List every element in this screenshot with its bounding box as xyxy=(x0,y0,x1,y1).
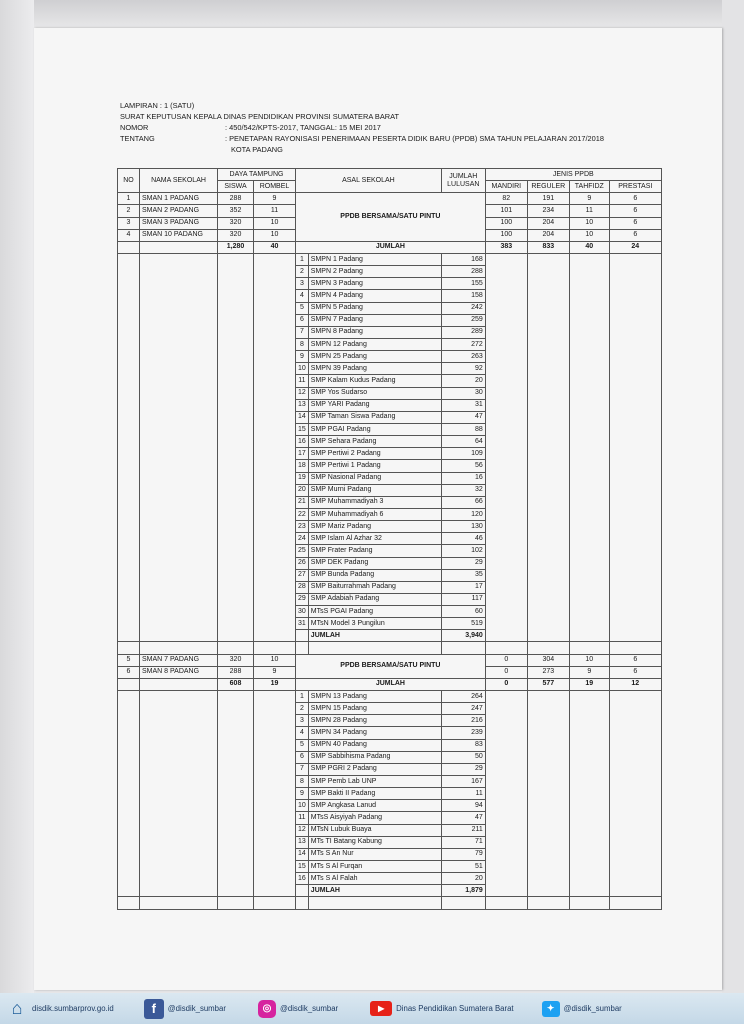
asal-row xyxy=(118,751,662,763)
footer-website[interactable]: ⌂ disdik.sumbarprov.go.id xyxy=(6,998,114,1019)
col-daya: DAYA TAMPUNG xyxy=(218,169,296,181)
asal-no: 13 xyxy=(296,836,309,848)
scan-top-edge xyxy=(0,0,744,30)
school-name: SMAN 3 PADANG xyxy=(140,217,218,229)
asal-lulusan: 168 xyxy=(441,253,485,265)
school-name: SMAN 8 PADANG xyxy=(140,666,218,678)
asal-lulusan: 155 xyxy=(441,278,485,290)
lampiran-line: LAMPIRAN : 1 (SATU) xyxy=(120,101,195,110)
asal-lulusan: 20 xyxy=(441,873,485,885)
asal-row xyxy=(118,727,662,739)
asal-name: SMPN 15 Padang xyxy=(308,703,441,715)
asal-lulusan: 263 xyxy=(441,351,485,363)
asal-row xyxy=(118,812,662,824)
asal-name: SMP Murni Padang xyxy=(308,484,441,496)
footer-facebook[interactable]: f @disdik_sumbar xyxy=(144,999,226,1019)
asal-lulusan: 239 xyxy=(441,727,485,739)
school-siswa: 320 xyxy=(218,229,254,241)
school-tahfidz: 11 xyxy=(569,205,609,217)
asal-row xyxy=(118,715,662,727)
asal-lulusan: 288 xyxy=(441,266,485,278)
col-asal: ASAL SEKOLAH xyxy=(296,169,442,193)
asal-lulusan: 56 xyxy=(441,460,485,472)
asal-row xyxy=(118,387,662,399)
total-siswa: 1,280 xyxy=(218,241,254,253)
asal-no: 1 xyxy=(296,253,309,265)
asal-lulusan: 46 xyxy=(441,533,485,545)
asal-row xyxy=(118,448,662,460)
asal-lulusan: 272 xyxy=(441,338,485,350)
col-siswa: SISWA xyxy=(218,181,254,193)
asal-row xyxy=(118,363,662,375)
asal-no: 12 xyxy=(296,387,309,399)
asal-lulusan: 120 xyxy=(441,508,485,520)
ppdb-label: PPDB BERSAMA/SATU PINTU xyxy=(296,193,486,242)
asal-name: SMP Angkasa Lanud xyxy=(308,800,441,812)
col-jenis: JENIS PPDB xyxy=(485,169,661,181)
asal-name: SMP Pertiwi 1 Padang xyxy=(308,460,441,472)
asal-no: 3 xyxy=(296,278,309,290)
asal-row xyxy=(118,873,662,885)
total-reguler: 577 xyxy=(527,678,569,690)
school-prestasi: 6 xyxy=(609,229,661,241)
asal-name: SMPN 8 Padang xyxy=(308,326,441,338)
total-label: JUMLAH xyxy=(296,241,486,253)
ppdb-label: PPDB BERSAMA/SATU PINTU xyxy=(296,654,486,678)
col-lulusan: JUMLAH LULUSAN xyxy=(441,169,485,193)
asal-row xyxy=(118,739,662,751)
asal-lulusan: 20 xyxy=(441,375,485,387)
asal-no: 12 xyxy=(296,824,309,836)
asal-name: SMPN 25 Padang xyxy=(308,351,441,363)
school-no: 5 xyxy=(118,654,140,666)
asal-no: 8 xyxy=(296,776,309,788)
asal-row xyxy=(118,836,662,848)
asal-row xyxy=(118,338,662,350)
asal-row xyxy=(118,618,662,630)
asal-row xyxy=(118,691,662,703)
asal-no: 1 xyxy=(296,691,309,703)
school-prestasi: 6 xyxy=(609,217,661,229)
tentang-line-2: KOTA PADANG xyxy=(231,145,283,154)
asal-row xyxy=(118,800,662,812)
school-reguler: 204 xyxy=(527,229,569,241)
asal-no: 27 xyxy=(296,569,309,581)
asal-name: SMPN 7 Padang xyxy=(308,314,441,326)
school-reguler: 304 xyxy=(527,654,569,666)
asal-no: 8 xyxy=(296,338,309,350)
asal-lulusan: 16 xyxy=(441,472,485,484)
asal-no: 2 xyxy=(296,266,309,278)
asal-row xyxy=(118,472,662,484)
asal-row xyxy=(118,253,662,265)
asal-total-row xyxy=(118,885,662,897)
asal-row xyxy=(118,521,662,533)
asal-total-label: JUMLAH xyxy=(308,630,441,642)
asal-lulusan: 264 xyxy=(441,691,485,703)
asal-lulusan: 247 xyxy=(441,703,485,715)
asal-row xyxy=(118,484,662,496)
school-name: SMAN 7 PADANG xyxy=(140,654,218,666)
asal-no: 29 xyxy=(296,593,309,605)
school-mandiri: 82 xyxy=(485,193,527,205)
school-rombel: 9 xyxy=(254,666,296,678)
col-nama: NAMA SEKOLAH xyxy=(140,169,218,193)
asal-lulusan: 88 xyxy=(441,423,485,435)
col-rombel: ROMBEL xyxy=(254,181,296,193)
school-siswa: 352 xyxy=(218,205,254,217)
asal-row xyxy=(118,302,662,314)
asal-name: SMPN 12 Padang xyxy=(308,338,441,350)
school-prestasi: 6 xyxy=(609,654,661,666)
asal-row xyxy=(118,848,662,860)
asal-name: SMPN 40 Padang xyxy=(308,739,441,751)
asal-no: 9 xyxy=(296,351,309,363)
asal-name: SMP Nasional Padang xyxy=(308,472,441,484)
asal-total-row xyxy=(118,630,662,642)
asal-name: SMP DEK Padang xyxy=(308,557,441,569)
asal-no: 15 xyxy=(296,861,309,873)
school-mandiri: 0 xyxy=(485,654,527,666)
asal-name: SMPN 2 Padang xyxy=(308,266,441,278)
asal-row xyxy=(118,776,662,788)
asal-name: SMP Pertiwi 2 Padang xyxy=(308,448,441,460)
scan-right-edge xyxy=(722,0,744,1000)
asal-no: 25 xyxy=(296,545,309,557)
asal-no: 22 xyxy=(296,508,309,520)
asal-lulusan: 242 xyxy=(441,302,485,314)
asal-row xyxy=(118,861,662,873)
asal-total-value: 3,940 xyxy=(441,630,485,642)
home-icon: ⌂ xyxy=(11,998,23,1018)
asal-row xyxy=(118,703,662,715)
school-siswa: 320 xyxy=(218,217,254,229)
footer-bar xyxy=(0,993,744,1024)
asal-lulusan: 64 xyxy=(441,436,485,448)
asal-lulusan: 66 xyxy=(441,496,485,508)
asal-no: 30 xyxy=(296,606,309,618)
asal-no: 15 xyxy=(296,423,309,435)
asal-name: SMP Mariz Padang xyxy=(308,521,441,533)
asal-lulusan: 94 xyxy=(441,800,485,812)
asal-name: SMP YARI Padang xyxy=(308,399,441,411)
asal-row xyxy=(118,399,662,411)
asal-no: 21 xyxy=(296,496,309,508)
asal-name: SMP Taman Siswa Padang xyxy=(308,411,441,423)
asal-lulusan: 47 xyxy=(441,411,485,423)
asal-no: 3 xyxy=(296,715,309,727)
asal-row xyxy=(118,545,662,557)
asal-no: 11 xyxy=(296,812,309,824)
asal-name: MTsN Model 3 Pungilun xyxy=(308,618,441,630)
school-siswa: 320 xyxy=(218,654,254,666)
school-reguler: 191 xyxy=(527,193,569,205)
school-name: SMAN 2 PADANG xyxy=(140,205,218,217)
asal-no: 16 xyxy=(296,873,309,885)
tentang-line: TENTANG : PENETAPAN RAYONISASI PENERIMAAN PESERTA DIDIK BARU (PPDB) SMA TAHUN PELAJARAN 2017/2018 xyxy=(120,134,604,143)
asal-lulusan: 259 xyxy=(441,314,485,326)
asal-name: SMPN 28 Padang xyxy=(308,715,441,727)
asal-lulusan: 30 xyxy=(441,387,485,399)
school-mandiri: 101 xyxy=(485,205,527,217)
asal-row xyxy=(118,824,662,836)
asal-lulusan: 92 xyxy=(441,363,485,375)
rayonisasi-table xyxy=(117,168,662,910)
school-total-row xyxy=(118,241,662,253)
scan-left-edge xyxy=(0,0,34,1000)
asal-name: SMPN 34 Padang xyxy=(308,727,441,739)
asal-lulusan: 71 xyxy=(441,836,485,848)
asal-name: SMP PGRI 2 Padang xyxy=(308,763,441,775)
surat-line: SURAT KEPUTUSAN KEPALA DINAS PENDIDIKAN PROVINSI SUMATERA BARAT xyxy=(120,112,399,121)
total-prestasi: 12 xyxy=(609,678,661,690)
school-reguler: 204 xyxy=(527,217,569,229)
school-row xyxy=(118,193,662,205)
asal-row xyxy=(118,557,662,569)
asal-total-value: 1,879 xyxy=(441,885,485,897)
asal-no: 31 xyxy=(296,618,309,630)
asal-no: 7 xyxy=(296,326,309,338)
asal-no: 26 xyxy=(296,557,309,569)
asal-no: 14 xyxy=(296,848,309,860)
asal-lulusan: 29 xyxy=(441,763,485,775)
asal-lulusan: 31 xyxy=(441,399,485,411)
asal-name: SMP PGAI Padang xyxy=(308,423,441,435)
asal-row xyxy=(118,423,662,435)
school-prestasi: 6 xyxy=(609,205,661,217)
asal-name: SMP Islam Al Azhar 32 xyxy=(308,533,441,545)
asal-lulusan: 17 xyxy=(441,581,485,593)
asal-lulusan: 11 xyxy=(441,788,485,800)
school-reguler: 273 xyxy=(527,666,569,678)
asal-no: 2 xyxy=(296,703,309,715)
asal-lulusan: 216 xyxy=(441,715,485,727)
asal-row xyxy=(118,436,662,448)
asal-name: SMP Frater Padang xyxy=(308,545,441,557)
total-siswa: 608 xyxy=(218,678,254,690)
asal-name: SMP Yos Sudarso xyxy=(308,387,441,399)
asal-lulusan: 35 xyxy=(441,569,485,581)
asal-no: 24 xyxy=(296,533,309,545)
school-rombel: 11 xyxy=(254,205,296,217)
blank-row xyxy=(118,897,662,909)
school-rombel: 10 xyxy=(254,229,296,241)
school-tahfidz: 10 xyxy=(569,217,609,229)
school-mandiri: 100 xyxy=(485,217,527,229)
school-tahfidz: 9 xyxy=(569,666,609,678)
asal-row xyxy=(118,314,662,326)
asal-name: SMP Bunda Padang xyxy=(308,569,441,581)
asal-name: SMPN 13 Padang xyxy=(308,691,441,703)
total-label: JUMLAH xyxy=(296,678,486,690)
asal-no: 10 xyxy=(296,800,309,812)
school-mandiri: 100 xyxy=(485,229,527,241)
asal-row xyxy=(118,763,662,775)
asal-no: 7 xyxy=(296,763,309,775)
blank-row xyxy=(118,642,662,654)
asal-name: MTsS PGAI Padang xyxy=(308,606,441,618)
school-mandiri: 0 xyxy=(485,666,527,678)
asal-row xyxy=(118,411,662,423)
school-no: 1 xyxy=(118,193,140,205)
asal-lulusan: 102 xyxy=(441,545,485,557)
school-reguler: 234 xyxy=(527,205,569,217)
col-prestasi: PRESTASI xyxy=(609,181,661,193)
asal-no: 5 xyxy=(296,739,309,751)
asal-row xyxy=(118,278,662,290)
total-prestasi: 24 xyxy=(609,241,661,253)
school-tahfidz: 10 xyxy=(569,229,609,241)
asal-lulusan: 29 xyxy=(441,557,485,569)
asal-no: 5 xyxy=(296,302,309,314)
asal-row xyxy=(118,290,662,302)
asal-no: 23 xyxy=(296,521,309,533)
asal-name: SMPN 5 Padang xyxy=(308,302,441,314)
asal-name: SMP Muhammadiyah 3 xyxy=(308,496,441,508)
asal-name: MTsN Lubuk Buaya xyxy=(308,824,441,836)
total-rombel: 40 xyxy=(254,241,296,253)
school-no: 4 xyxy=(118,229,140,241)
asal-lulusan: 83 xyxy=(441,739,485,751)
total-rombel: 19 xyxy=(254,678,296,690)
footer-instagram[interactable]: ◎ @disdik_sumbar xyxy=(258,1000,338,1018)
asal-lulusan: 519 xyxy=(441,618,485,630)
asal-row xyxy=(118,508,662,520)
asal-lulusan: 60 xyxy=(441,606,485,618)
total-tahfidz: 40 xyxy=(569,241,609,253)
asal-lulusan: 167 xyxy=(441,776,485,788)
school-tahfidz: 9 xyxy=(569,193,609,205)
total-tahfidz: 19 xyxy=(569,678,609,690)
asal-lulusan: 289 xyxy=(441,326,485,338)
asal-lulusan: 79 xyxy=(441,848,485,860)
school-siswa: 288 xyxy=(218,193,254,205)
asal-name: SMP Kalam Kudus Padang xyxy=(308,375,441,387)
header-row-1 xyxy=(118,169,662,181)
asal-row xyxy=(118,788,662,800)
asal-row xyxy=(118,593,662,605)
school-no: 2 xyxy=(118,205,140,217)
asal-no: 6 xyxy=(296,314,309,326)
col-tahfidz: TAHFIDZ xyxy=(569,181,609,193)
asal-no: 18 xyxy=(296,460,309,472)
twitter-icon: ✦ xyxy=(542,1001,560,1017)
asal-name: SMPN 1 Padang xyxy=(308,253,441,265)
asal-lulusan: 130 xyxy=(441,521,485,533)
asal-total-label: JUMLAH xyxy=(308,885,441,897)
school-rombel: 9 xyxy=(254,193,296,205)
school-name: SMAN 10 PADANG xyxy=(140,229,218,241)
document-header xyxy=(120,100,604,155)
school-rombel: 10 xyxy=(254,654,296,666)
asal-name: SMPN 4 Padang xyxy=(308,290,441,302)
asal-no: 4 xyxy=(296,290,309,302)
asal-no: 4 xyxy=(296,727,309,739)
asal-name: SMP Sehara Padang xyxy=(308,436,441,448)
instagram-icon: ◎ xyxy=(258,1000,276,1018)
asal-lulusan: 211 xyxy=(441,824,485,836)
asal-no: 19 xyxy=(296,472,309,484)
school-prestasi: 6 xyxy=(609,666,661,678)
asal-no: 10 xyxy=(296,363,309,375)
asal-row xyxy=(118,581,662,593)
asal-row xyxy=(118,266,662,278)
asal-name: SMP Pemb Lab UNP xyxy=(308,776,441,788)
total-mandiri: 383 xyxy=(485,241,527,253)
asal-no: 17 xyxy=(296,448,309,460)
asal-lulusan: 158 xyxy=(441,290,485,302)
asal-name: MTs TI Batang Kabung xyxy=(308,836,441,848)
asal-name: MTs S Al Falah xyxy=(308,873,441,885)
asal-row xyxy=(118,460,662,472)
col-no: NO xyxy=(118,169,140,193)
asal-no: 6 xyxy=(296,751,309,763)
school-row xyxy=(118,654,662,666)
youtube-icon: ▶ xyxy=(370,1001,392,1016)
facebook-icon: f xyxy=(144,999,164,1019)
asal-no: 14 xyxy=(296,411,309,423)
school-tahfidz: 10 xyxy=(569,654,609,666)
asal-lulusan: 109 xyxy=(441,448,485,460)
asal-name: MTs S An Nur xyxy=(308,848,441,860)
asal-row xyxy=(118,375,662,387)
asal-name: SMP Bakti II Padang xyxy=(308,788,441,800)
asal-no: 13 xyxy=(296,399,309,411)
school-siswa: 288 xyxy=(218,666,254,678)
asal-lulusan: 50 xyxy=(441,751,485,763)
col-mandiri: MANDIRI xyxy=(485,181,527,193)
total-reguler: 833 xyxy=(527,241,569,253)
asal-row xyxy=(118,351,662,363)
col-reguler: REGULER xyxy=(527,181,569,193)
total-mandiri: 0 xyxy=(485,678,527,690)
school-no: 3 xyxy=(118,217,140,229)
asal-no: 20 xyxy=(296,484,309,496)
asal-name: MTs S Al Furqan xyxy=(308,861,441,873)
asal-name: SMP Muhammadiyah 6 xyxy=(308,508,441,520)
school-rombel: 10 xyxy=(254,217,296,229)
footer-youtube[interactable]: ▶ Dinas Pendidikan Sumatera Barat xyxy=(370,1001,513,1016)
asal-name: SMP Adabiah Padang xyxy=(308,593,441,605)
asal-no: 9 xyxy=(296,788,309,800)
asal-lulusan: 117 xyxy=(441,593,485,605)
asal-row xyxy=(118,496,662,508)
asal-lulusan: 32 xyxy=(441,484,485,496)
school-no: 6 xyxy=(118,666,140,678)
asal-row xyxy=(118,606,662,618)
school-name: SMAN 1 PADANG xyxy=(140,193,218,205)
asal-row xyxy=(118,533,662,545)
asal-row xyxy=(118,326,662,338)
asal-name: MTsS Aisyiyah Padang xyxy=(308,812,441,824)
asal-row xyxy=(118,569,662,581)
school-prestasi: 6 xyxy=(609,193,661,205)
asal-name: SMP Sabbihisma Padang xyxy=(308,751,441,763)
asal-lulusan: 47 xyxy=(441,812,485,824)
footer-twitter[interactable]: ✦ @disdik_sumbar xyxy=(542,1001,622,1017)
asal-no: 16 xyxy=(296,436,309,448)
school-total-row xyxy=(118,678,662,690)
asal-name: SMP Baiturrahmah Padang xyxy=(308,581,441,593)
nomor-line: NOMOR : 450/542/KPTS-2017, TANGGAL: 15 MEI 2017 xyxy=(120,123,381,132)
asal-no: 11 xyxy=(296,375,309,387)
asal-name: SMPN 39 Padang xyxy=(308,363,441,375)
asal-name: SMPN 3 Padang xyxy=(308,278,441,290)
asal-lulusan: 51 xyxy=(441,861,485,873)
asal-no: 28 xyxy=(296,581,309,593)
